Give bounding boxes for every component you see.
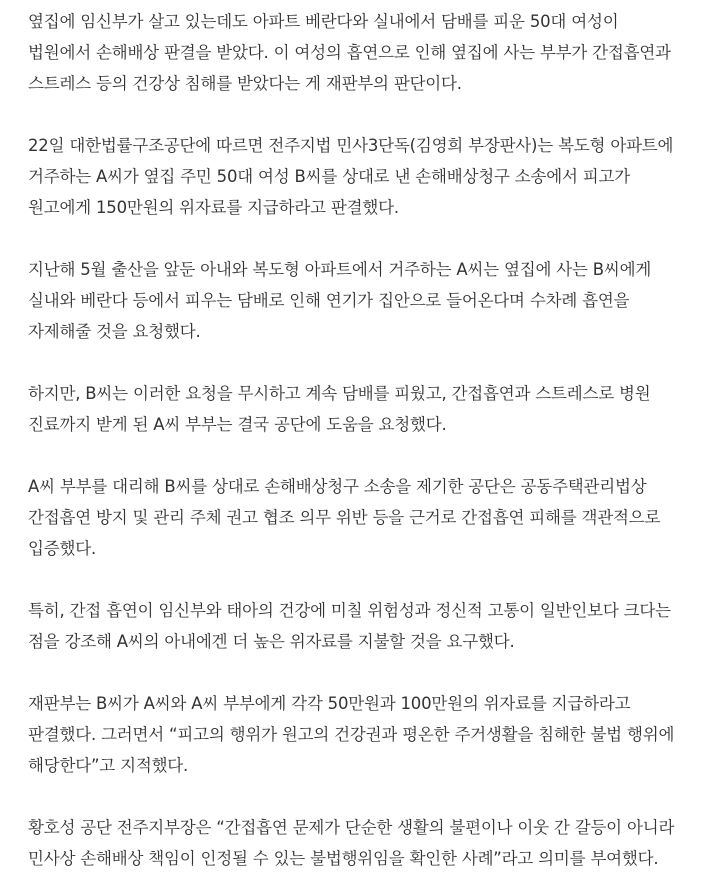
article-paragraph-5: A씨 부부를 대리해 B씨를 상대로 손해배상청구 소송을 제기한 공단은 공동주택관리법상 간접흡연 방지 및 관리 주체 권고 협조 의무 위반 등을 근거로 간접흡연 피해를 객관적으로 입증했다.	[28, 477, 661, 558]
article-paragraph-8: 황호성 공단 전주지부장은 “간접흡연 문제가 단순한 생활의 불편이나 이웃 간 갈등이 아니라 민사상 손해배상 책임이 인정될 수 있는 불법행위임을 확인한 사례”라고 의미를 부여했다.	[28, 818, 675, 868]
article-paragraph-1: 옆집에 임신부가 살고 있는데도 아파트 베란다와 실내에서 담배를 피운 50대 여성이 법원에서 손해배상 판결을 받았다. 이 여성의 흡연으로 인해 옆집에 사는 부부가 간접흡연과 스트레스 등의 건강상 침해를 받았다는 게 재판부의 판단이다.	[28, 12, 671, 93]
article-paragraph-3: 지난해 5월 출산을 앞둔 아내와 복도형 아파트에서 거주하는 A씨는 옆집에 사는 B씨에게 실내와 베란다 등에서 피우는 담배로 인해 연기가 집안으로 들어온다며 수차례 흡연을 자제해줄 것을 요청했다.	[28, 260, 652, 341]
article-paragraph-6: 특히, 간접 흡연이 임신부와 태아의 건강에 미칠 위험성과 정신적 고통이 일반인보다 크다는 점을 강조해 A씨의 아내에겐 더 높은 위자료를 지불할 것을 요구했다.	[28, 601, 671, 651]
article-paragraph-2: 22일 대한법률구조공단에 따르면 전주지법 민사3단독(김영희 부장판사)는 복도형 아파트에 거주하는 A씨가 옆집 주민 50대 여성 B씨를 상대로 낸 손해배상청구 소송에서 피고가 원고에게 150만원의 위자료를 지급하라고 판결했다.	[28, 136, 674, 217]
article-paragraph-4: 하지만, B씨는 이러한 요청을 무시하고 계속 담배를 피웠고, 간접흡연과 스트레스로 병원 진료까지 받게 된 A씨 부부는 결국 공단에 도움을 요청했다.	[28, 384, 651, 434]
article-paragraph-7: 재판부는 B씨가 A씨와 A씨 부부에게 각각 50만원과 100만원의 위자료를 지급하라고 판결했다. 그러면서 “피고의 행위가 원고의 건강권과 평온한 주거생활을 침해한 불법 행위에 해당한다”고 지적했다.	[28, 694, 675, 775]
